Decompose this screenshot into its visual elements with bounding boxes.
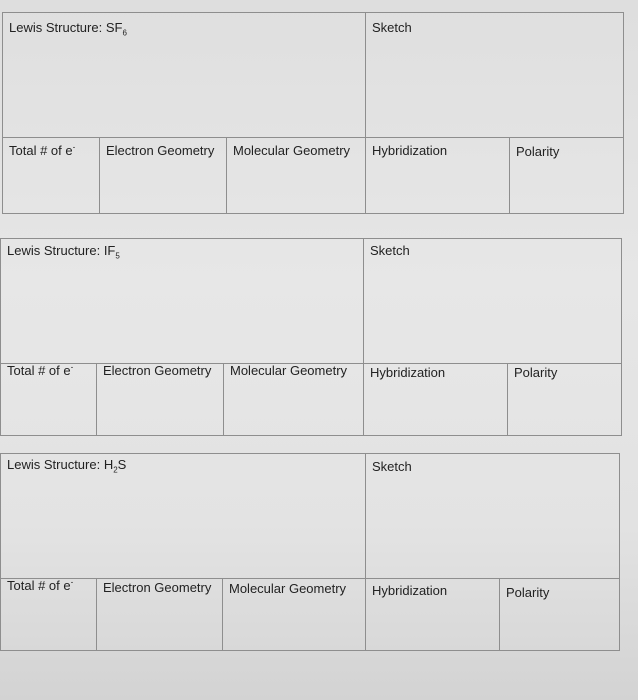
molecular-geometry-label: Molecular Geometry — [233, 143, 351, 158]
polarity-cell — [509, 137, 623, 213]
total-electrons-label: Total # of e — [9, 143, 73, 158]
lewis-structure-row — [1, 239, 621, 364]
electron-geometry-cell — [96, 578, 223, 650]
electron-geometry-cell — [96, 363, 224, 435]
worksheet-h2s — [0, 453, 620, 651]
hybridization-cell — [365, 578, 500, 650]
polarity-label: Polarity — [516, 144, 560, 159]
hybridization-label: Hybridization — [370, 365, 446, 380]
electron-geometry-label: Electron Geometry — [103, 580, 212, 595]
total-electrons-label: Total # of e — [7, 363, 71, 378]
polarity-label: Polarity — [514, 365, 558, 380]
polarity-label: Polarity — [506, 585, 550, 600]
total-electrons-label: Total # of e — [7, 578, 71, 593]
lewis-structure-label: Lewis Structure: $IF_5$ — [7, 243, 120, 261]
worksheet-sf6 — [2, 12, 624, 214]
sketch-cell — [365, 454, 619, 578]
lewis-structure-label: Lewis Structure: $SF_6$ — [9, 20, 127, 38]
sketch-label: Sketch — [372, 459, 412, 474]
lewis-structure-row — [3, 13, 623, 138]
polarity-cell — [499, 578, 619, 650]
property-row — [1, 363, 621, 435]
hybridization-cell — [365, 137, 510, 213]
hybridization-label: Hybridization — [372, 583, 448, 598]
molecular-geometry-label: Molecular Geometry — [229, 581, 347, 596]
molecular-geometry-cell — [223, 363, 364, 435]
hybridization-cell — [363, 363, 508, 435]
property-row — [3, 137, 623, 213]
total-electrons-cell: Total # of e- — [7, 362, 74, 378]
lewis-structure-row — [1, 454, 619, 579]
molecular-geometry-label: Molecular Geometry — [230, 363, 348, 378]
molecular-geometry-cell — [226, 137, 366, 213]
electron-geometry-label: Electron Geometry — [103, 363, 212, 378]
electron-geometry-cell — [99, 137, 227, 213]
lewis-structure-label: Lewis Structure: $H_2S$ — [7, 457, 127, 475]
total-electrons-cell: Total # of e- — [9, 142, 76, 158]
sketch-label: Sketch — [372, 20, 412, 35]
sketch-label: Sketch — [370, 243, 410, 258]
electron-geometry-label: Electron Geometry — [106, 143, 215, 158]
total-electrons-cell: Total # of e- — [7, 577, 74, 593]
worksheet-if5 — [0, 238, 622, 436]
sketch-cell — [365, 13, 623, 137]
sketch-cell — [363, 239, 621, 363]
hybridization-label: Hybridization — [372, 143, 448, 158]
molecular-geometry-cell — [222, 578, 366, 650]
polarity-cell — [507, 363, 621, 435]
property-row — [1, 578, 619, 650]
